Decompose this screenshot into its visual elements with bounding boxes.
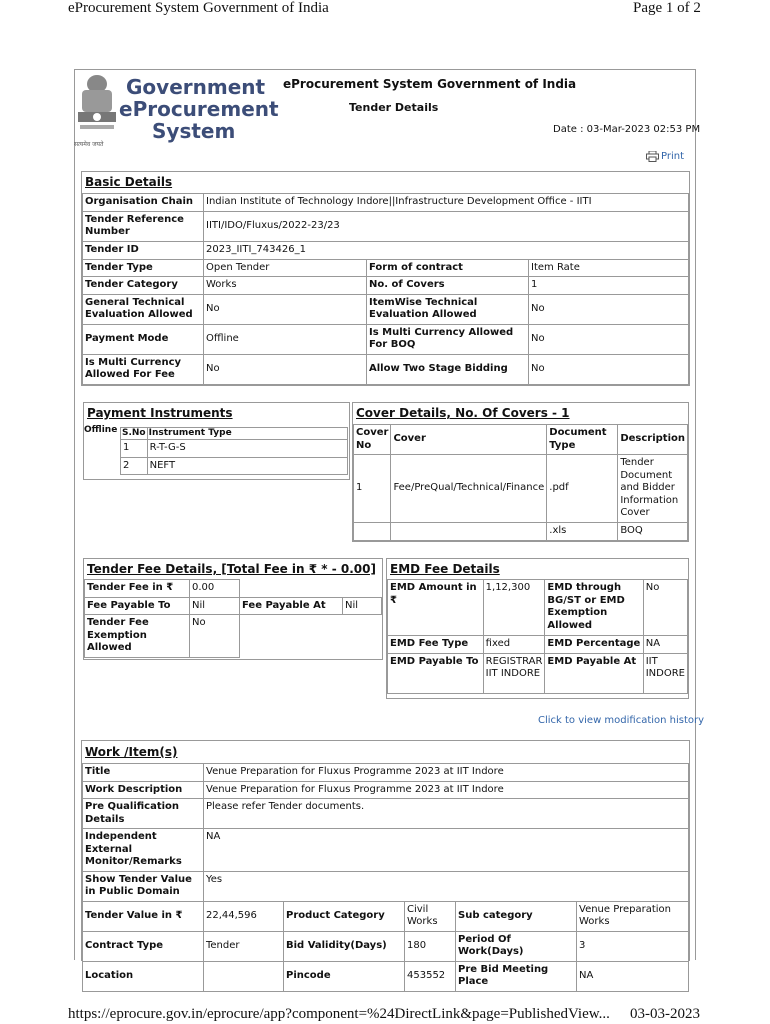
payment-instruments-table [120,427,348,475]
pq-label: Pre Qualification Details [83,799,204,829]
bid-validity-label: Bid Validity(Days) [284,931,405,961]
fee-value: 0.00 [190,580,240,598]
logo-line-1: Government [126,75,266,99]
col-cover-no: Cover No [354,425,391,455]
col-description: Description [618,425,688,455]
prebid-place-value: NA [577,961,689,991]
cover-no: 1 [354,455,391,523]
header-title: eProcurement System Government of India [283,77,577,91]
pincode-value: 453552 [405,961,456,991]
work-desc-value: Venue Preparation for Fluxus Programme 2023 at IIT Indore [204,781,689,799]
instrument-type: R-T-G-S [147,440,347,458]
fee-label: Tender Fee in ₹ [85,580,190,598]
iem-label: Independent External Monitor/Remarks [83,829,204,872]
cover-details-section [352,402,689,542]
type-value: Open Tender [204,259,367,277]
product-category-value: Civil Works [405,901,456,931]
sub-category-value: Venue Preparation Works [577,901,689,931]
location-value [204,961,284,991]
work-items-title: Work /Item(s) [85,745,178,759]
basic-details-title: Basic Details [85,175,173,189]
payment-mode-value: Offline [204,324,367,354]
bid-validity-value: 180 [405,931,456,961]
work-title-value: Venue Preparation for Fluxus Programme 2023 at IIT Indore [204,764,689,782]
modification-history-link[interactable]: Click to view modification history [538,715,705,726]
emd-payto-label: EMD Payable To [388,653,484,693]
logo-line-3: System [152,119,236,143]
table-row [354,523,688,541]
page-header-title: eProcurement System Government of India [68,0,329,16]
header-date: Date : 03-Mar-2023 02:53 PM [553,124,701,135]
offline-label: Offline [84,425,118,435]
header-subtitle: Tender Details [349,101,439,114]
fee-exempt-value: No [190,615,240,658]
product-category-label: Product Category [284,901,405,931]
sub-category-label: Sub category [456,901,577,931]
table-row [354,455,688,523]
mc-boq-value: No [529,324,689,354]
org-label: Organisation Chain [83,194,204,212]
emd-percentage-value: NA [643,636,687,654]
payment-instruments-section [83,402,350,480]
col-document-type: Document Type [547,425,618,455]
footer-date: 03-03-2023 [630,1006,700,1022]
pincode-label: Pincode [284,961,405,991]
emd-fee-section [386,558,689,699]
iem-value: NA [204,829,689,872]
instrument-sno: 2 [121,457,148,475]
covers-label: No. of Covers [367,277,529,295]
period-value: 3 [577,931,689,961]
gte-value: No [204,294,367,324]
gte-label: General Technical Evaluation Allowed [83,294,204,324]
id-label: Tender ID [83,241,204,259]
emd-type-label: EMD Fee Type [388,636,484,654]
payment-instruments-title: Payment Instruments [87,406,233,420]
emd-payat-value: IIT INDORE [643,653,687,693]
two-stage-label: Allow Two Stage Bidding [367,354,529,384]
covers-value: 1 [529,277,689,295]
tender-fee-section [83,558,383,660]
emd-payat-label: EMD Payable At [545,653,643,693]
table-row [121,440,348,458]
print-label: Print [661,151,685,162]
tender-fee-title: Tender Fee Details, [Total Fee in ₹ * - 0.00] [87,562,376,576]
location-label: Location [83,961,204,991]
emd-through-value: No [643,580,687,636]
fee-payto-value: Nil [190,597,240,615]
printer-icon [646,151,659,162]
col-instrument-type: Instrument Type [147,428,347,440]
fee-payat-label: Fee Payable At [240,597,343,615]
emd-fee-table [387,579,688,694]
work-items-table [82,763,689,992]
cover-doctype: .pdf [547,455,618,523]
emd-through-label: EMD through BG/ST or EMD Exemption Allowed [545,580,643,636]
page-number: Page 1 of 2 [633,0,701,16]
cover-description: Tender Document and Bidder Information Cover [618,455,688,523]
id-value: 2023_IITI_743426_1 [204,241,689,259]
iwte-value: No [529,294,689,324]
mc-boq-label: Is Multi Currency Allowed For BOQ [367,324,529,354]
ref-value: IITI/IDO/Fluxus/2022-23/23 [204,211,689,241]
form-label: Form of contract [367,259,529,277]
fee-exempt-label: Tender Fee Exemption Allowed [85,615,190,658]
footer-url[interactable]: https://eprocure.gov.in/eprocure/app?component=%24DirectLink&page=PublishedView... [68,1006,610,1022]
tender-value-label: Tender Value in ₹ [83,901,204,931]
table-row [121,457,348,475]
col-cover: Cover [391,425,547,455]
logo-line-2: eProcurement [119,97,279,121]
pq-value: Please refer Tender documents. [204,799,689,829]
cover-details-table [353,424,688,541]
org-value: Indian Institute of Technology Indore||Infrastructure Development Office - IITI [204,194,689,212]
emblem-caption: सत्यमेव जयते [74,141,104,148]
work-desc-label: Work Description [83,781,204,799]
cover-name: Fee/PreQual/Technical/Finance [391,455,547,523]
print-button[interactable] [646,151,684,162]
form-value: Item Rate [529,259,689,277]
category-value: Works [204,277,367,295]
emd-amount-label: EMD Amount in ₹ [388,580,484,636]
emd-payto-value: REGISTRAR IIT INDORE [483,653,545,693]
iwte-label: ItemWise Technical Evaluation Allowed [367,294,529,324]
emd-type-value: fixed [483,636,545,654]
work-title-label: Title [83,764,204,782]
emblem-icon [72,70,122,150]
contract-type-value: Tender [204,931,284,961]
basic-details-table [82,193,689,385]
work-items-section [81,740,690,987]
basic-details-section [81,171,690,386]
emd-fee-title: EMD Fee Details [390,562,500,576]
fee-payat-value: Nil [343,597,382,615]
cover-doctype: .xls [547,523,618,541]
instrument-type: NEFT [147,457,347,475]
show-value-label: Show Tender Value in Public Domain [83,871,204,901]
contract-type-label: Contract Type [83,931,204,961]
mc-fee-value: No [204,354,367,384]
prebid-place-label: Pre Bid Meeting Place [456,961,577,991]
category-label: Tender Category [83,277,204,295]
cover-description: BOQ [618,523,688,541]
payment-mode-label: Payment Mode [83,324,204,354]
type-label: Tender Type [83,259,204,277]
instrument-sno: 1 [121,440,148,458]
col-sno: S.No [122,428,146,438]
tender-fee-table [84,579,382,658]
show-value-value: Yes [204,871,689,901]
mc-fee-label: Is Multi Currency Allowed For Fee [83,354,204,384]
cover-details-title: Cover Details, No. Of Covers - 1 [356,406,570,420]
fee-payto-label: Fee Payable To [85,597,190,615]
emd-percentage-label: EMD Percentage [545,636,643,654]
tender-value-value: 22,44,596 [204,901,284,931]
two-stage-value: No [529,354,689,384]
emd-amount-value: 1,12,300 [483,580,545,636]
period-label: Period Of Work(Days) [456,931,577,961]
ref-label: Tender Reference Number [83,211,204,241]
